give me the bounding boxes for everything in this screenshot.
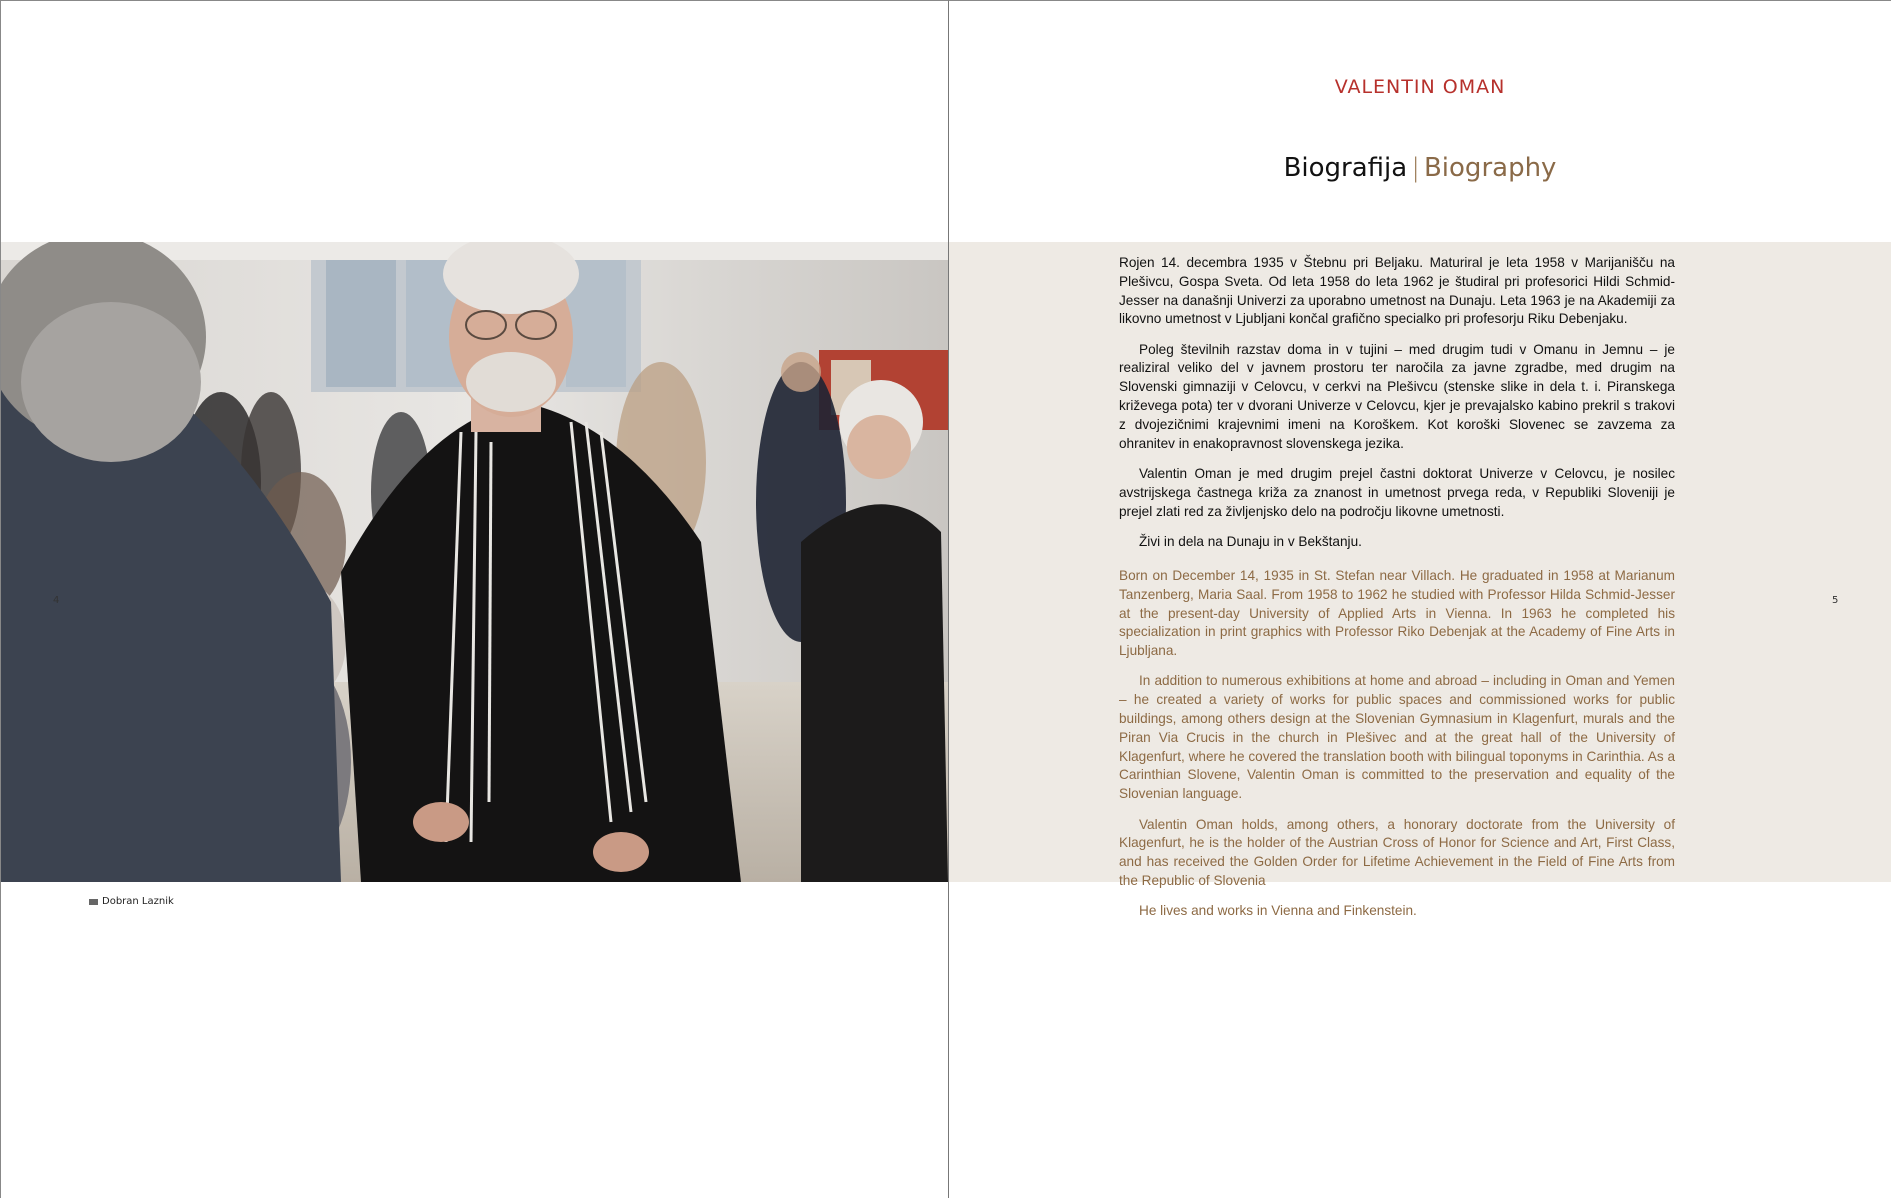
paragraph: Živi in dela na Dunaju in v Bekštanju. — [1139, 533, 1362, 549]
paragraph: In addition to numerous exhibitions at home and abroad – including in Oman and Yemen – he created a variety of works for public spaces and commissioned works for public buildings, among others design at the Slovenian Gymnasium in Klagenfurt, murals and the Piran Via Crucis in the church in Plešivec and at the great hall of the University of Klagenfurt, where he covered the translation booth with bilingual toponyms in Carinthia. As a Carinthian Slovene, Valentin Oman is committed to the preservation and equality of the Slovenian language. — [1119, 673, 1675, 802]
title-slovenian: Biografija — [1283, 153, 1408, 183]
biography-slovenian — [1119, 254, 1675, 563]
right-page — [948, 0, 1891, 1198]
paragraph: He lives and works in Vienna and Finkenstein. — [1139, 903, 1417, 919]
page-number-right: 5 — [1832, 595, 1839, 606]
title-english: Biography — [1423, 153, 1557, 183]
photo-credit — [89, 896, 174, 907]
page-title — [949, 153, 1891, 183]
paragraph: Valentin Oman holds, among others, a honorary doctorate from the University of Klagenfurt, he is the holder of the Austrian Cross of Honor for Science and Art, First Class, and has received the Golden Order for Lifetime Achievement in the Field of Fine Arts from the Republic of Slovenia — [1119, 816, 1675, 888]
photo-credit-text: Dobran Laznik — [102, 896, 174, 907]
page-number-left: 4 — [53, 595, 60, 606]
paragraph: Born on December 14, 1935 in St. Stefan near Villach. He graduated in 1958 at Marianum Tanzenberg, Maria Saal. From 1958 to 1962 he studied with Professor Hilda Schmid-Jesser at the present-day University of Applied Arts in Vienna. In 1963 he completed his specialization in print graphics with Professor Riko Debenjak at the Academy of Fine Arts in Ljubljana. — [1119, 568, 1675, 659]
camera-icon — [89, 899, 98, 905]
paragraph: Rojen 14. decembra 1935 v Štebnu pri Beljaku. Maturiral je leta 1958 v Marijanišču na Plešivcu, Gospa Sveta. Od leta 1958 do leta 1962 je študiral pri profesorici Hildi Schmid-Jesser na današnji Univerzi za uporabno umetnost na Dunaju. Leta 1963 je na Akademiji za likovno umetnost v Ljubljani končal grafično specialko pri profesorju Riku Debenjaku. — [1119, 255, 1675, 327]
title-separator: | — [1411, 153, 1420, 183]
biography-panel — [949, 242, 1891, 919]
paragraph: Poleg številnih razstav doma in v tujini – med drugim tudi v Omanu in Jemnu – je realiziral veliko del v javnem prostoru ter naročila za javne zgradbe, med drugim na Slovenski gimnaziji v Celovcu, v cerkvi na Plešivcu (stenske slike in dela t. i. Piranskega križevega pota) ter v dvorani Univerze v Celovcu, kjer je prevajalsko kabino prekril s trakovi z dvojezičnimi krajevnimi imeni na Koroškem. Kot koroški Slovenec se zavzema za ohranitev in enakopravnost slovenskega jezika. — [1119, 341, 1675, 451]
artist-photo — [1, 242, 948, 882]
biography-english — [1119, 567, 1675, 933]
paragraph: Valentin Oman je med drugim prejel častni doktorat Univerze v Celovcu, je nosilec avstrijskega častnega križa za znanost in umetnost prvega reda, v Republiki Sloveniji je prejel zlati red za življenjsko delo na področju likovne umetnosti. — [1119, 465, 1675, 519]
author-name: VALENTIN OMAN — [1334, 76, 1506, 98]
